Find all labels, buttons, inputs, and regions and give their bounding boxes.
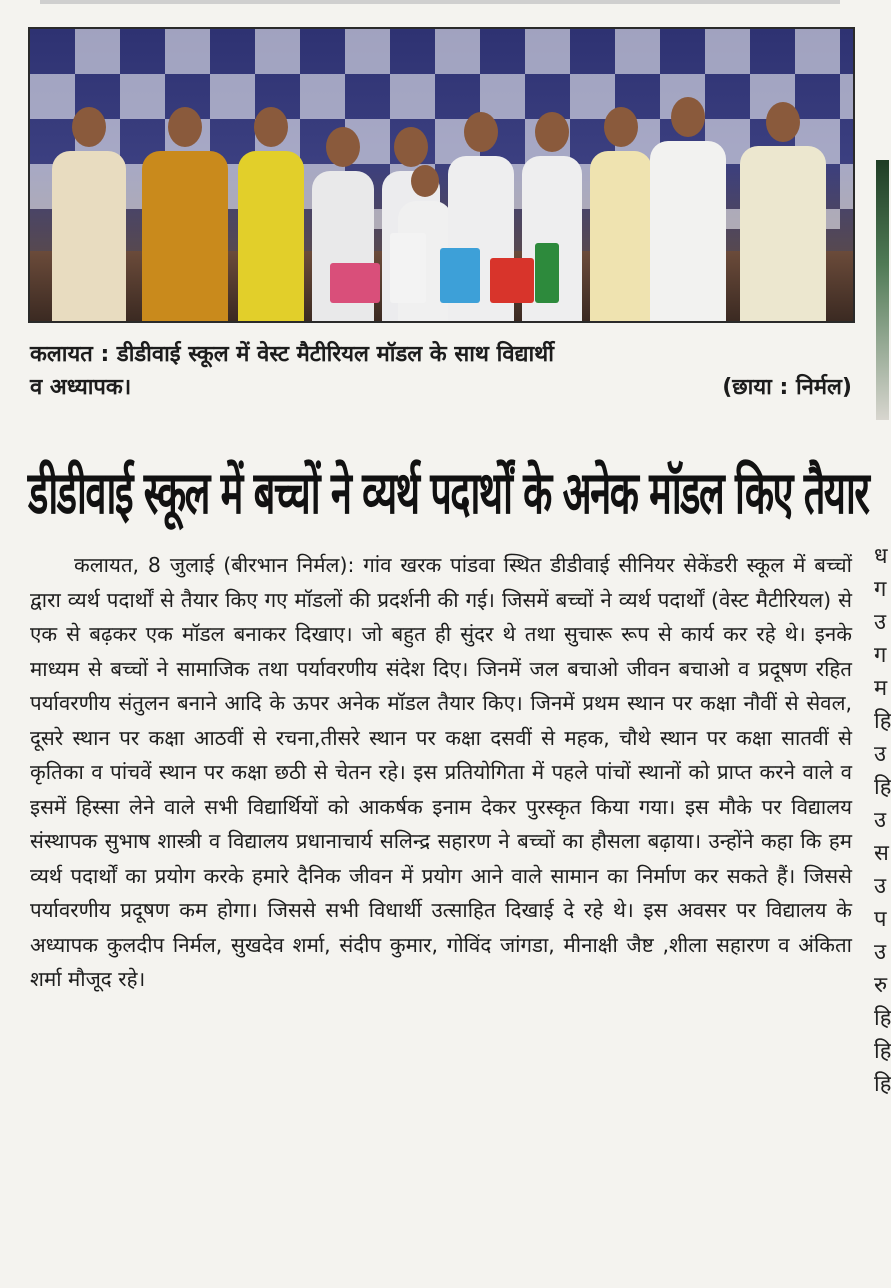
caption-line-2 [30,371,852,404]
waste-material-models [330,213,560,303]
article-body: कलायत, 8 जुलाई (बीरभान निर्मल): गांव खरक पांडवा स्थित डीडीवाई सीनियर सेकेंडरी स्कूल में बच्चों द्वारा व्यर्थ पदार्थों से तैयार किए गए मॉडलों की प्रदर्शनी की गई। जिसमें बच्चों ने व्यर्थ पदार्थों (वेस्ट मैटीरियल) से एक से बढ़कर एक मॉडल बनाकर दिखाए। जो बहुत ही सुंदर थे तथा सुचारू रूप से कार्य कर रहे थे। इनके माध्यम से बच्चों ने सामाजिक तथा पर्यावरणीय संदेश दिए। जिनमें जल बचाओ जीवन बचाओ व प्रदूषण रहित पर्यावरणीय संतुलन बनाने आदि के ऊपर अनेक मॉडल तैयार किए। जिनमें प्रथम स्थान पर कक्षा नौवीं से सेवल, दूसरे स्थान पर कक्षा आठवीं से रचना,तीसरे स्थान पर कक्षा दसवीं से महक, चौथे स्थान पर कक्षा सातवीं से कृतिका व पांचवें स्थान पर कक्षा छठी से चेतन रहे। इस प्रतियोगिता में पहले पांचों स्थानों को प्राप्त करने वाले व इसमें हिस्सा लेने वाले सभी विद्यार्थियों को आकर्षक इनाम देकर पुरस्कृत किया गया। इस मौके पर विद्यालय संस्थापक सुभाष शास्त्री व विद्यालय प्रधानाचार्य सलिन्द्र सहारण ने बच्चों का हौसला बढ़ाया। उन्होंने कहा कि हम व्यर्थ पदार्थों का प्रयोग करके हमारे दैनिक जीवन में प्रयोग आने वाले सामान का निर्माण कर सकते हैं। जिससे पर्यावरणीय प्रदूषण कम होगा। जिससे सभी विधार्थी उत्साहित दिखाई दे रहे थे। इस अवसर पर विद्यालय के अध्यापक कुलदीप निर्मल, सुखदेव शर्मा, संदीप कुमार, गोविंद जांगडा, मीनाक्षी जैष्ट ,शीला सहारण व अंकिता शर्मा मौजूद रहे। [30,553,852,991]
photo-person [52,107,126,321]
headline: डीडीवाई स्कूल में बच्चों ने व्यर्थ पदार्थों के अनेक मॉडल किए तैयार [28,458,869,528]
caption-text-end: व अध्यापक। [30,375,132,400]
photo-person [590,107,652,321]
adjacent-photo-edge [876,160,889,420]
photo-person [650,97,726,321]
photo-caption [30,338,852,404]
caption-line-1: कलायत : डीडीवाई स्कूल में वेस्ट मैटीरियल मॉडल के साथ विद्यार्थी [30,342,554,367]
photo-person [142,107,228,321]
photo-person [740,102,826,321]
adjacent-column-fragment: ध ग उ ग म हि उ हि उ स उ प उ रु हि हि हि [874,544,891,1097]
photo-person [238,107,304,321]
photo-credit: (छाया : निर्मल) [722,375,852,400]
page-top-edge [40,0,840,4]
news-photo [28,27,855,323]
